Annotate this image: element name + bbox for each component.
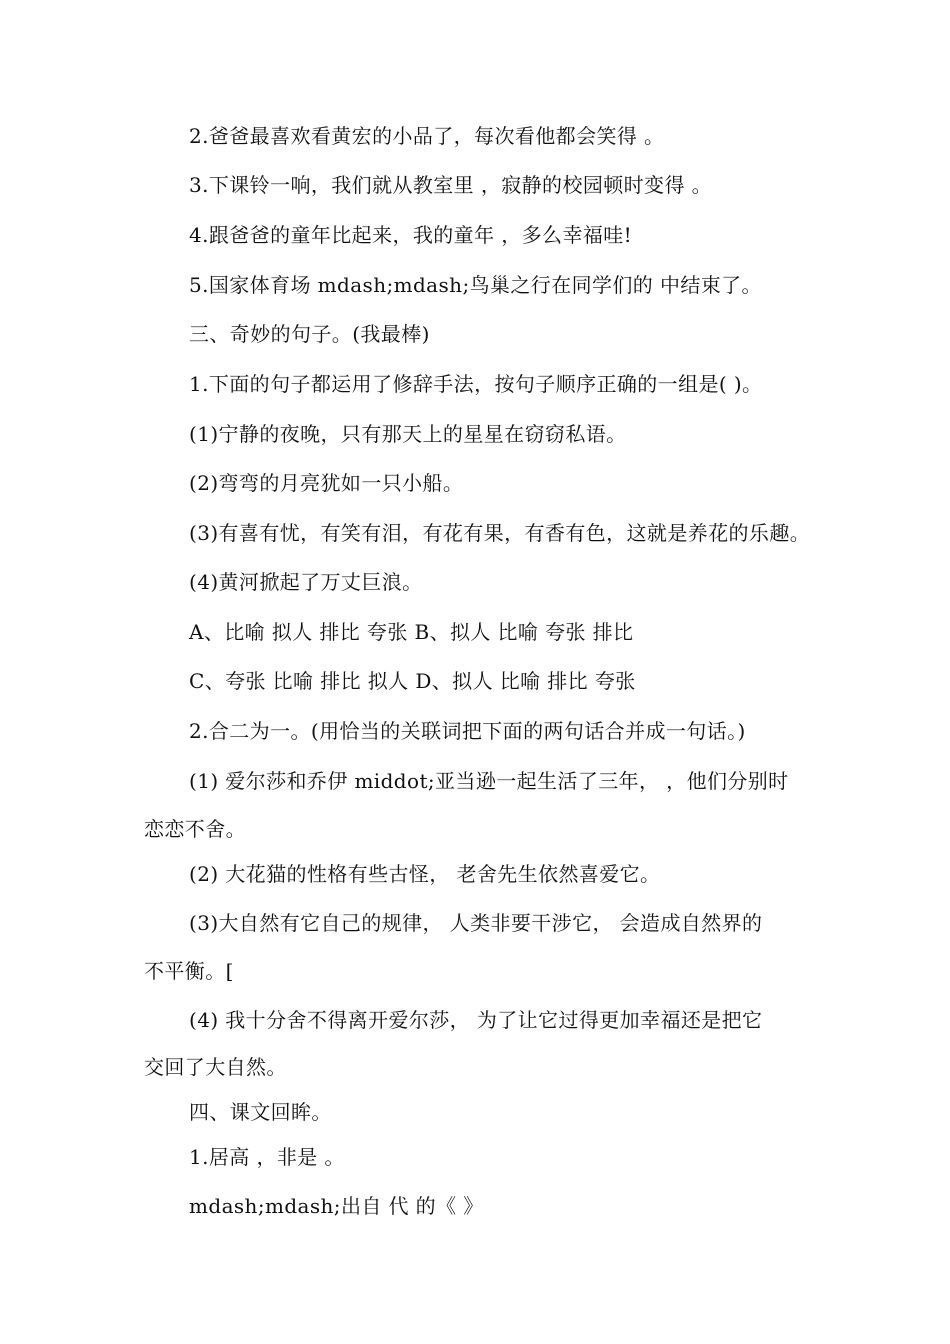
combine-1-continued: 恋恋不舍。	[144, 817, 246, 841]
poem-source-line: mdash;mdash;出自 代 的《 》	[189, 1194, 484, 1218]
sentence-3-line: (3)有喜有忧，有笑有泪，有花有果，有香有色，这就是养花的乐趣。	[189, 521, 811, 545]
sentence-2-line: (2)弯弯的月亮犹如一只小船。	[189, 471, 464, 495]
combine-4-line: (4) 我十分舍不得离开爱尔莎， 为了让它过得更加幸福还是把它	[189, 1008, 763, 1032]
combine-1-line: (1) 爱尔莎和乔伊 middot;亚当逊一起生活了三年， ，他们分别时	[189, 769, 789, 793]
option-cd-line: C、夸张 比喻 排比 拟人 D、拟人 比喻 排比 夸张	[189, 669, 636, 693]
sentence-4-line: (4)黄河掀起了万丈巨浪。	[189, 570, 423, 594]
poem-question-line: 1.居高 ，非是 。	[189, 1145, 345, 1169]
combine-3-line: (3)大自然有它自己的规律， 人类非要干涉它， 会造成自然界的	[189, 911, 763, 935]
section-4-heading: 四、课文回眸。	[189, 1100, 332, 1124]
question-4-line: 4.跟爸爸的童年比起来，我的童年 ，多么幸福哇!	[189, 223, 633, 247]
combine-2-line: (2) 大花猫的性格有些古怪， 老舍先生依然喜爱它。	[189, 862, 661, 886]
combine-question-line: 2.合二为一。(用恰当的关联词把下面的两句话合并成一句话。)	[189, 719, 746, 743]
section-3-heading: 三、奇妙的句子。(我最棒)	[189, 322, 430, 346]
combine-3-continued: 不平衡。[	[144, 959, 234, 983]
rhetoric-question-line: 1.下面的句子都运用了修辞手法，按句子顺序正确的一组是( )。	[189, 372, 763, 396]
sentence-1-line: (1)宁静的夜晚，只有那天上的星星在窃窃私语。	[189, 422, 627, 446]
option-ab-line: A、比喻 拟人 排比 夸张 B、拟人 比喻 夸张 排比	[189, 620, 634, 644]
question-5-line: 5.国家体育场 mdash;mdash;鸟巢之行在同学们的 中结束了。	[189, 273, 762, 297]
combine-4-continued: 交回了大自然。	[144, 1055, 287, 1079]
question-2-line: 2.爸爸最喜欢看黄宏的小品了，每次看他都会笑得 。	[189, 124, 665, 148]
question-3-line: 3.下课铃一响，我们就从教室里 ，寂静的校园顿时变得 。	[189, 173, 712, 197]
